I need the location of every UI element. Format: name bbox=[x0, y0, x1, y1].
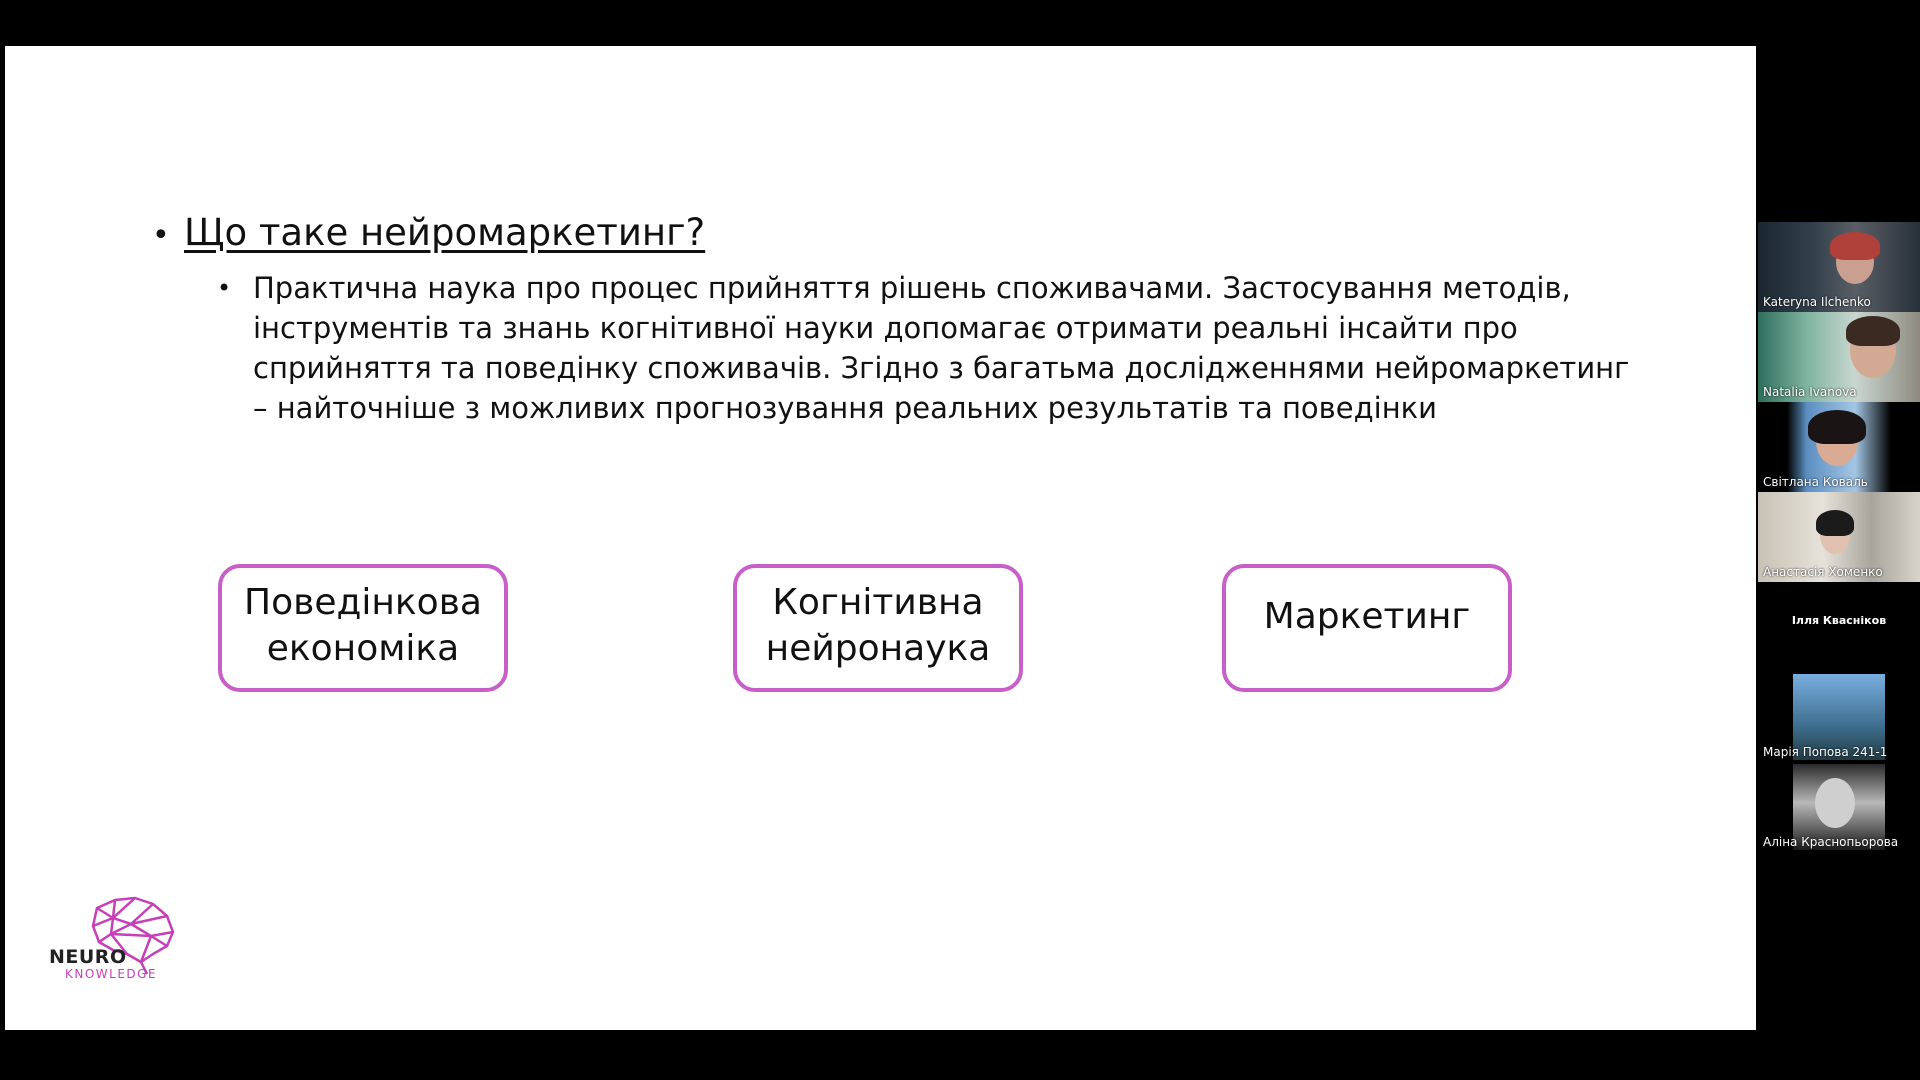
participant-name: Natalia Ivanova bbox=[1763, 385, 1857, 399]
participant-name: Kateryna Ilchenko bbox=[1763, 295, 1871, 309]
participant-tile[interactable] bbox=[1758, 762, 1920, 852]
participant-video-hair bbox=[1816, 510, 1854, 536]
participant-name: Світлана Коваль bbox=[1763, 475, 1868, 489]
concept-box-marketing bbox=[1222, 564, 1512, 692]
participants-panel bbox=[1758, 222, 1920, 852]
box-text-line: економіка bbox=[266, 628, 460, 669]
participant-tile[interactable] bbox=[1758, 312, 1920, 402]
participant-tile[interactable] bbox=[1758, 402, 1920, 492]
participant-name: Ілля Квасніков bbox=[1791, 614, 1887, 627]
concept-box-cognitive-neuroscience bbox=[733, 564, 1023, 692]
participant-tile[interactable] bbox=[1758, 222, 1920, 312]
slide-heading: Що таке нейромаркетинг? bbox=[184, 211, 706, 254]
participant-tile[interactable] bbox=[1758, 582, 1920, 672]
box-text-line: нейронаука bbox=[765, 628, 991, 669]
participant-tile[interactable] bbox=[1758, 672, 1920, 762]
participant-name: Марія Попова 241-1 bbox=[1763, 745, 1888, 759]
participant-name: Аліна Краснопьорова bbox=[1763, 835, 1899, 849]
box-text-line: Маркетинг bbox=[1263, 596, 1471, 637]
logo-word-neuro: NEURO bbox=[49, 946, 127, 968]
slide-body-text: Практична наука про процес прийняття рішень споживачами. Застосування методів, інструментів та знань когнітивної науки допомагає отримати реальні інсайти про сприйняття та поведінку споживачів. Згідно з багатьма дослідженнями нейромаркетинг – найточніше з можливих прогнозування реальних результатів та поведінки bbox=[253, 271, 1630, 425]
bullet-dot: • bbox=[217, 274, 232, 302]
participant-video-avatar bbox=[1815, 778, 1855, 828]
presentation-slide bbox=[5, 46, 1756, 1030]
participant-video-hair bbox=[1808, 410, 1866, 444]
heading-bullet bbox=[152, 211, 705, 254]
participant-video-hair bbox=[1830, 232, 1880, 260]
participant-name: Анастасія Хоменко bbox=[1763, 565, 1883, 579]
logo-word-knowledge: KNOWLEDGE bbox=[65, 967, 158, 981]
participant-tile[interactable] bbox=[1758, 492, 1920, 582]
bullet-dot: • bbox=[152, 218, 170, 253]
body-bullet bbox=[217, 268, 1647, 428]
box-text-line: Когнітивна bbox=[772, 582, 984, 623]
concept-box-behavioral-economics bbox=[218, 564, 508, 692]
box-text-line: Поведінкова bbox=[244, 582, 482, 623]
participant-video-hair bbox=[1846, 316, 1900, 346]
